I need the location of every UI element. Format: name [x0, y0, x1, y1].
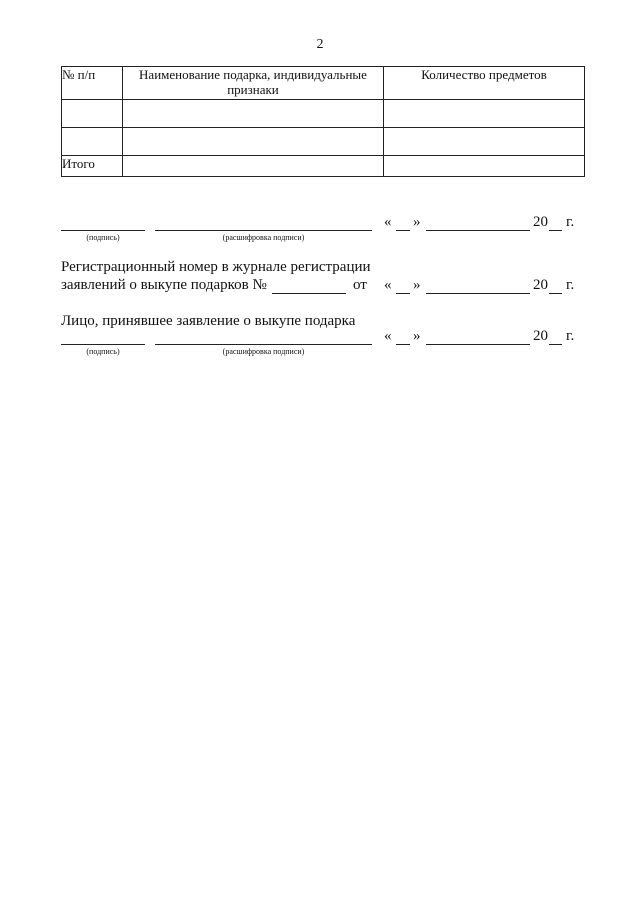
- date-day-line[interactable]: [396, 230, 410, 231]
- total-label: Итого: [62, 156, 123, 177]
- header-gift-name: Наименование подарка, индивидуальные признаки: [123, 67, 384, 100]
- decoding-line[interactable]: [155, 230, 372, 231]
- table-header-row: [62, 67, 585, 100]
- date-close-quote: »: [413, 328, 421, 344]
- table-row: [62, 100, 585, 128]
- year-suffix: г.: [566, 328, 575, 344]
- year-prefix: 20: [533, 214, 548, 230]
- table-row: [62, 128, 585, 156]
- header-quantity: Количество предметов: [384, 67, 585, 100]
- registration-line-2: заявлений о выкупе подарков №: [61, 277, 267, 293]
- signature-caption: (подпись): [86, 233, 120, 242]
- receiver-title: Лицо, принявшее заявление о выкупе подарка: [61, 313, 356, 329]
- registration-from: от: [353, 277, 367, 293]
- year-prefix: 20: [533, 328, 548, 344]
- date-month-line[interactable]: [426, 293, 530, 294]
- table-cell[interactable]: [123, 100, 384, 128]
- date-open-quote: «: [384, 328, 392, 344]
- table-total-row: [62, 156, 585, 177]
- year-line[interactable]: [549, 230, 562, 231]
- year-line[interactable]: [549, 344, 562, 345]
- date-close-quote: »: [413, 214, 421, 230]
- decoding-caption: (расшифровка подписи): [222, 233, 305, 242]
- table-cell[interactable]: [384, 100, 585, 128]
- date-close-quote: »: [413, 277, 421, 293]
- date-open-quote: «: [384, 277, 392, 293]
- decoding-caption: (расшифровка подписи): [222, 347, 305, 356]
- year-line[interactable]: [549, 293, 562, 294]
- decoding-line[interactable]: [155, 344, 372, 345]
- signature-caption: (подпись): [86, 347, 120, 356]
- header-number: № п/п: [62, 67, 123, 100]
- date-day-line[interactable]: [396, 293, 410, 294]
- signature-line[interactable]: [61, 230, 145, 231]
- date-month-line[interactable]: [426, 230, 530, 231]
- date-open-quote: «: [384, 214, 392, 230]
- table-cell[interactable]: [384, 128, 585, 156]
- date-month-line[interactable]: [426, 344, 530, 345]
- date-day-line[interactable]: [396, 344, 410, 345]
- table-cell[interactable]: [123, 128, 384, 156]
- table-cell[interactable]: [62, 100, 123, 128]
- table-cell[interactable]: [62, 128, 123, 156]
- year-prefix: 20: [533, 277, 548, 293]
- registration-number-line[interactable]: [272, 293, 346, 294]
- total-quantity-cell[interactable]: [384, 156, 585, 177]
- page-number: 2: [316, 37, 324, 52]
- total-name-cell: [123, 156, 384, 177]
- registration-line-1: Регистрационный номер в журнале регистрации: [61, 259, 371, 275]
- signature-line[interactable]: [61, 344, 145, 345]
- year-suffix: г.: [566, 214, 575, 230]
- gifts-table: [61, 66, 585, 177]
- year-suffix: г.: [566, 277, 575, 293]
